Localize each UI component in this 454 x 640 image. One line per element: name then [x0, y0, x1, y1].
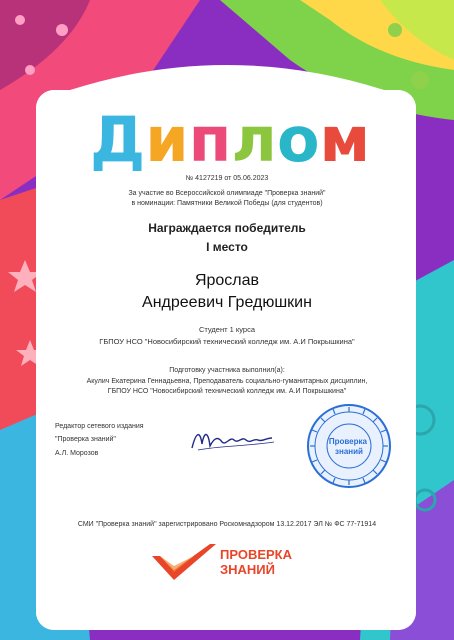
- title-letter-2: и: [145, 103, 189, 176]
- teacher-line: Акулич Екатерина Геннадьевна, Преподаватель социально-гуманитарных дисциплин,: [86, 378, 368, 385]
- contest-line-1: За участие во Всероссийской олимпиаде "Проверка знаний": [128, 190, 326, 197]
- contest-line-2: в номинации: Памятники Великой Победы (для студентов): [131, 200, 323, 207]
- logo-line-2: ЗНАНИЙ: [220, 562, 275, 577]
- svg-text:Диплом: [90, 103, 370, 176]
- certificate-number: № 4127219 от 05.06.2023: [185, 175, 269, 182]
- teacher-institution: ГБПОУ НСО "Новосибирский технический колледж им. А.И Покрышкина": [107, 388, 347, 395]
- official-stamp: [305, 402, 393, 490]
- place-line: I место: [206, 240, 248, 254]
- signer-org: "Проверка знаний": [55, 436, 116, 443]
- title-letter-1: Д: [90, 103, 146, 176]
- signer-name: А.Л. Морозов: [55, 450, 99, 457]
- diploma-title: [90, 103, 371, 176]
- student-line: Студент 1 курса: [198, 325, 256, 334]
- title-letter-3: п: [188, 103, 232, 176]
- checkmark-logo-icon: [150, 542, 218, 584]
- handwritten-signature: [188, 424, 278, 454]
- svg-text:Проверка знаний: Проверка знаний: [328, 437, 367, 456]
- prepared-by-label: Подготовку участника выполнил(а):: [169, 367, 285, 374]
- recipient-full-name: Андреевич Гредюшкин: [142, 294, 312, 311]
- recipient-first-name: Ярослав: [194, 272, 260, 289]
- title-letter-6: м: [319, 103, 371, 176]
- registration-line: СМИ "Проверка знаний" зарегистрировано Роскомнадзором 13.12.2017 ЭЛ № ФС 77-71914: [77, 521, 377, 528]
- institution-line: ГБПОУ НСО "Новосибирский технический колледж им. А.И Покрышкина": [99, 337, 355, 346]
- title-letter-4: л: [231, 103, 277, 176]
- title-letter-5: о: [276, 103, 320, 176]
- award-line: Награждается победитель: [148, 221, 306, 235]
- signer-role: Редактор сетевого издания: [55, 423, 144, 430]
- publisher-logo-text: [220, 547, 292, 577]
- logo-line-1: ПРОВЕРКА: [220, 547, 293, 562]
